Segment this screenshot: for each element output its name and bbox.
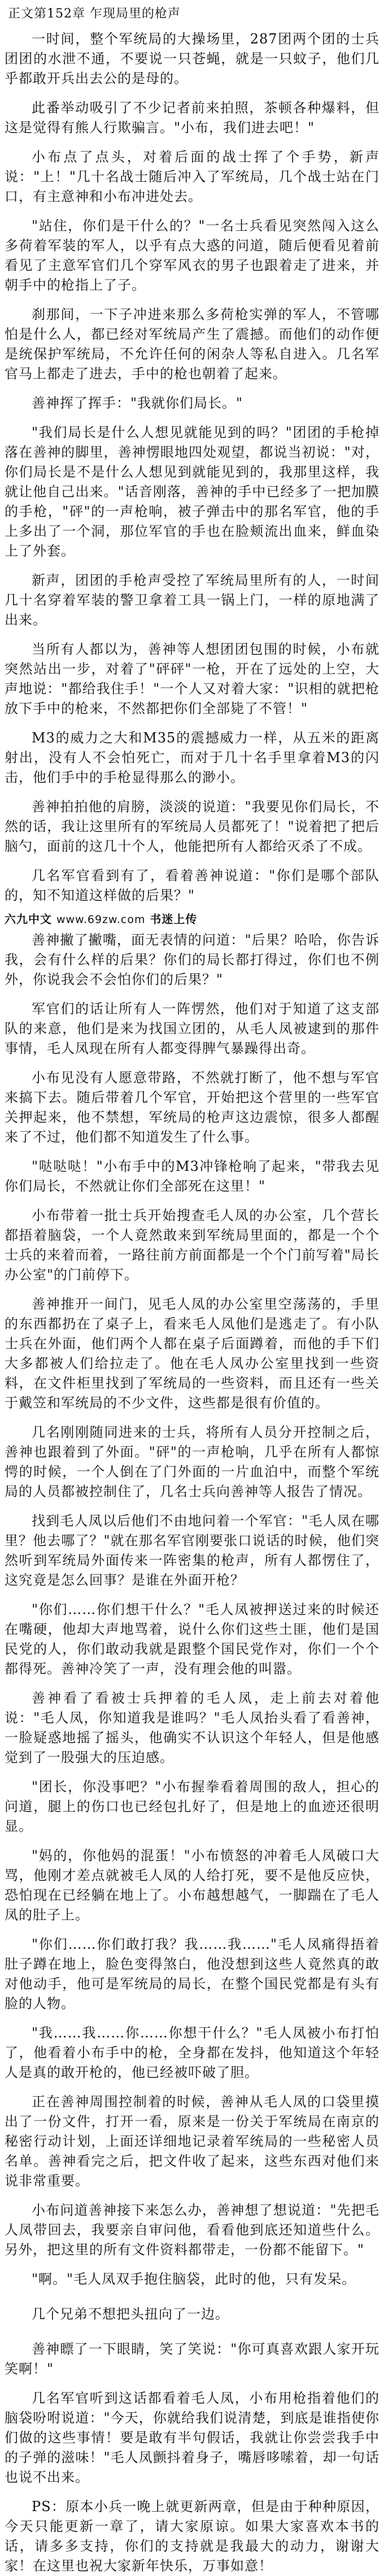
paragraph: 小布见没有人愿意带路，不然就打断了，他不想与军官来搞下去。随后带着几个军官，开始把这个营里的一些军官关押起来，他不禁想，军统局的枪声这边震惊，很多人都醒来了不过，他们都不知道发生了什么事。 [5, 1070, 379, 1145]
paragraph: 小布带着一批士兵开始搜查毛人凤的办公室，几个营长都捂着脑袋，一个人竟然敢来到军统局里面的，都是一个个士兵的来着而着，一路往前方前面都是一个个门前写着"局长办公室"的门前停下。 [5, 1208, 379, 1283]
paragraph: 善神推开一间门，见毛人凤的办公室里空荡荡的，手里的东西都扔在了桌子上，看来毛人凤他们是逃走了。有小队士兵在外面，他们两个人都在桌子后面蹲着，而他的手下们大多都被人们给拉走了。他在毛人凤办公室里找到一些资料，在文件柜里找到了军统局的一些资料，而且还有一些关于戴笠和军统局的不少文件，这些都是很有价值的。 [5, 1296, 379, 1411]
paragraph: 正在善神周围控制着的时候，善神从毛人凤的口袋里摸出了一份文件，打开一看，原来是一份关于军统局在南京的秘密行动计划，上面还详细地记录着军统局的一些秘密人员名单。善神看完之后，把文件收了起来，这些东西对他们来说非常重要。 [5, 2094, 379, 2189]
paragraph: 几个兄弟不想把头扭向了一边。 [32, 2306, 229, 2322]
paragraph: "哒哒哒！"小布手中的M3冲锋枪响了起来，"带我去见你们局长，不然就让你们全部死在这里！" [5, 1158, 379, 1194]
chapter-title: 正文第152章 乍现局里的枪声 [8, 7, 181, 21]
author-note: PS：原本小兵一晚上就更新两章，但是由于种种原因，今天只能更新一章了，请大家原谅。如果大家喜欢本书的话，请多多支持，你们的支持就是我最大的动力，谢谢大家！在这里也祝大家新年快乐，万事如意！ [5, 2499, 379, 2574]
paragraph: 小布问道善神接下来怎么办，善神想了想说道："先把毛人凤带回去，我要亲自审问他，看看他到底还知道些什么。另外，把这里的所有文件资料都带走，一份都不能留下。" [5, 2202, 379, 2258]
site-url: www.69zw.com [56, 913, 146, 926]
paragraph: 新声，团团的手枪声受控了军统局里所有的人，一时间几十名穿着军装的警卫拿着工具一锅上门，一样的原地满了出来。 [5, 572, 379, 628]
paragraph: "我……我……你……你想干什么？"毛人凤被小布打怕了，他看着小布手中的枪，全身都在发抖，他知道这个年轻人是真的敢开枪的，他已经被吓破了胆。 [5, 2025, 379, 2080]
paragraph: "你们……你们敢打我？我……我……"毛人凤痛得捂着肚子蹲在地上，脸色变得煞白，他没想到这些人竟然真的敢对他动手，他可是军统局的局长，在整个国民党都是有头有脸的人物。 [5, 1936, 379, 2011]
paragraph: 几名军官看到有了，看着善神说道："你们是哪个部队的，知不知道这样做的后果？" [5, 868, 379, 903]
paragraph: "站住，你们是干什么的？"一名士兵看见突然闯入这么多荷着军装的军人，以乎有点大惑的问道，随后便看见着前看见了主意军官们几个穿军风衣的男子也跟着走了进来，并朝手中的枪指上了子。 [5, 218, 379, 293]
divider-gap [5, 2334, 379, 2339]
divider-gap [5, 2299, 379, 2304]
paragraph: 善神拍拍他的肩膀，淡淡的说道："我要见你们局长，不然的话，我让这里所有的军统局人员都死了！"说着把了把后脑勺，面前的这几十个人，他能把所有人都给灭杀了不成。 [5, 799, 379, 854]
paragraph: 此番举动吸引了不少记者前来拍照，茶顿各种爆料，但这是觉得有熊人行欺骗言。"小布，我们进去吧！" [5, 100, 379, 135]
paragraph: "团长，你没事吧？"小布握拳看着周围的敌人，担心的问道，腿上的伤口也已经包扎好了，但是地上的血迹还很明显。 [5, 1779, 379, 1834]
paragraph: 几名军官听到这话都看着毛人凤，小布用枪指着他们的脑袋吩咐说道："今天，你就给我们说清楚，到底是谁指使你们做的这些事情！要是敢有半句假话，我就让你尝尝我手中的子弹的滋味！"毛人凤颤抖着身子，嘴唇哆嗦着，却一句话也说不出来。 [5, 2390, 379, 2485]
paragraph: 善神瞟了一下眼睛，笑了笑说："你可真喜欢跟人家开玩笑啊！" [5, 2341, 379, 2377]
site-slogan: 书迷上传 [150, 912, 198, 926]
paragraph: 善神看了看被士兵押着的毛人凤，走上前去对着他说："毛人凤，你知道我是谁吗？"毛人凤抬头看了看善神，一脸疑惑地摇了摇头，他确实不认识这个年轻人，但是他感觉到了一股强大的压迫感。 [5, 1690, 379, 1765]
site-name: 六九中文 [5, 912, 52, 926]
paragraph: 刹那间，一下子冲进来那么多荷枪实弹的军人，不管哪怕是什么人，都已经对军统局产生了震撼。而他们的动作便是统保护军统局，不允许任何的闲杂人等私自进入。几名军官马上都走了进去，手中的枪也朝着了起来。 [5, 307, 379, 382]
site-watermark-banner [5, 912, 379, 927]
paragraph: 军官们的话让所有人一阵愣然，他们对于知道了这支部队的来意，他们是来为找国立团的，从毛人凤被逮到的那件事情，毛人凤现在所有人都变得脾气暴躁得出奇。 [5, 1001, 379, 1056]
paragraph: 找到毛人凤以后他们不由地问着一个军官："毛人凤在哪里？他去哪了？"就在那名军官刚要张口说话的时候，他们突然听到军统局外面传来一阵密集的枪声，所有人都愣住了，这究竟是怎么回事？是谁在外面开枪？ [5, 1513, 379, 1588]
paragraph: "我们局长是什么人想见就能见到的吗？"团团的手枪掉落在善神的脚里，善神愣眼地四处观望，都说当初说："对，你们局长是不是什么人想见到就能见到的，我那里这样，我就让他自己出来。"话音刚落，善神的手中已经多了一把加膜的手枪，"砰"的一声枪响，被子弹击中的那名军官，他的手上多出了一个洞，那位军官的手也在脸颊流出血来，鲜血染上了外套。 [5, 425, 379, 559]
paragraph: "啊。"毛人凤双手抱住脑袋，此时的他，只有发呆。 [32, 2271, 356, 2287]
paragraph: 当所有人都以为，善神等人想团团包围的时候，小布就突然站出一步，对着了"砰砰"一枪，开在了远处的上空，大声地说："都给我住手！"一个人又对着大家："识相的就把枪放下手中的枪来，不然都把你们全部毙了不管！" [5, 641, 379, 716]
paragraph: 小布点了点头，对着后面的战士挥了个手势，新声说："上！"几十名战士随后冲入了军统局，几个战士站在门口，有主意神和小布冲进处去。 [5, 149, 379, 204]
paragraph: 善神撇了撇嘴，面无表情的问道："后果？哈哈，你告诉我，会有什么样的后果？你们的局长都打得过，你们也不例外，你说我会不会怕你们的后果？" [5, 932, 379, 987]
paragraph: M3的威力之大和M35的震撼威力一样，从五米的距离射出，没有人不会怕死亡，而对于几十名手里拿着M3的闪击，他们手中的手枪显得那么的渺小。 [5, 730, 379, 785]
paragraph: 几名刚刚随同进来的士兵，将所有人员分开控制之后，善神也跟着到了外面。"砰"的一声枪响，几乎在所有人都惊愕的时候，一个人倒在了门外面的一片血泊中，而整个军统局的人员都被控制住了，几名士兵向善神等人报告了情况。 [5, 1424, 379, 1499]
paragraph: "妈的，你他妈的混蛋！"小布愤怒的冲着毛人凤破口大骂，他刚才差点就被毛人凤的人给打死，要不是他反应快，恐怕现在已经躺在地上了。小布越想越气，一脚踹在了毛人凤的肚子上。 [5, 1848, 379, 1923]
paragraph: 善神挥了挥手："我就你们局长。" [32, 395, 243, 411]
paragraph: "你们……你们想干什么？"毛人凤被押送过来的时候还在嘴硬，他却大声地骂着，说什么你们这些土匪，他们是国民党的人，你们敢动我就是跟整个国民党作对，你们一个个都得死。善神冷笑了一声，没有理会他的叫嚣。 [5, 1602, 379, 1677]
paragraph: 一时间，整个军统局的大操场里，287团两个团的士兵团团的水泄不通，不要说一只苍蝇，就是一只蚊子，他们几乎都敢开兵出去公的是母的。 [5, 31, 379, 86]
